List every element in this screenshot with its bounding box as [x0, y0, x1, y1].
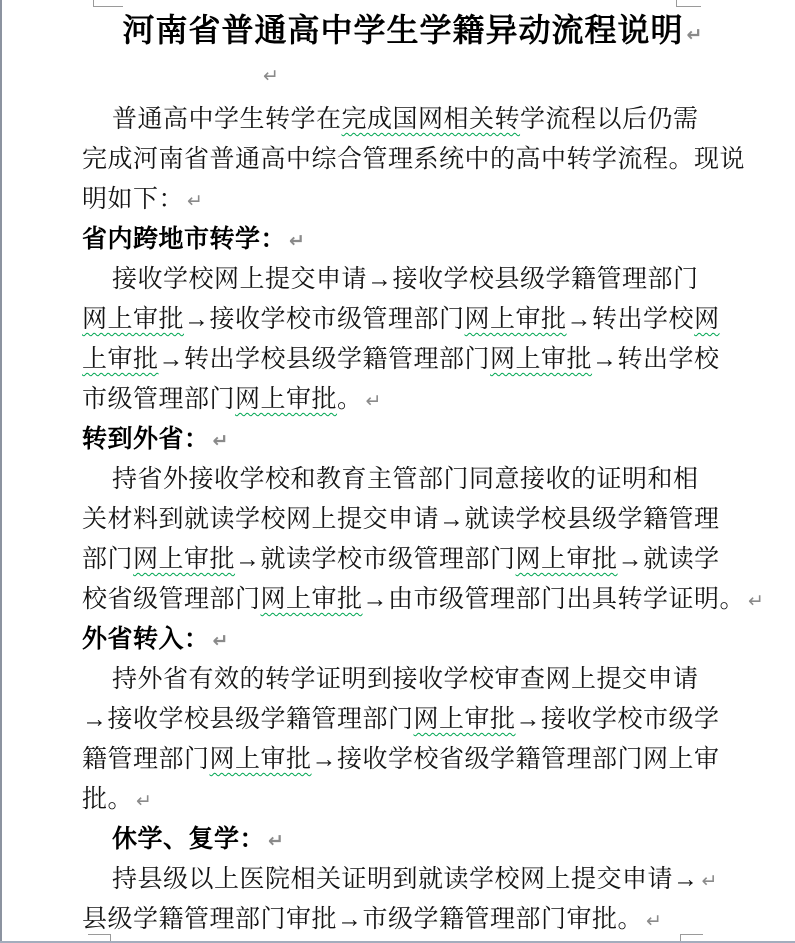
misspelled-text: 网上审批 — [515, 546, 618, 573]
heading-line[interactable] — [82, 820, 744, 860]
page-left-edge — [0, 0, 2, 943]
text-run: 持外省有效的转学证明到接收学校审查网上提交申请 — [112, 666, 699, 693]
text-run: 校省级管理部门 — [82, 586, 261, 613]
text-run: 部门 — [82, 546, 134, 573]
text-line[interactable] — [82, 260, 744, 300]
paragraph-mark: ↵ — [686, 24, 704, 46]
misspelled-text: 网 — [694, 306, 720, 333]
paragraph-mark: ↵ — [701, 870, 718, 892]
text-run: 接收学校网上提交申请→接收学校县级学籍管理部门 — [112, 266, 699, 293]
text-run: →由市级管理部门出具转学证明。 — [362, 586, 746, 613]
text-run: 持县级以上医院相关证明到就读学校网上提交申请→ — [112, 866, 699, 893]
misspelled-text: 网上审批 — [490, 346, 593, 373]
crop-mark-top-right-icon — [676, 0, 701, 7]
text-run: 市级管理部门 — [82, 386, 236, 413]
heading-line[interactable] — [82, 620, 744, 660]
crop-mark-top-left-icon — [93, 0, 123, 7]
paragraph-mark: ↵ — [646, 910, 663, 932]
empty-paragraph[interactable] — [82, 52, 744, 100]
paragraph-mark: ↵ — [268, 830, 285, 852]
text-run: →接收学校县级学籍管理部门 — [82, 706, 414, 733]
misspelled-text: 网上审批 — [82, 306, 185, 333]
text-run: 批。 — [82, 786, 134, 813]
misspelled-text: 上审批 — [82, 346, 159, 373]
paragraph-mark: ↵ — [365, 390, 382, 412]
text-run: 休学、复学： — [112, 826, 266, 853]
text-line[interactable] — [82, 140, 744, 180]
paragraph-mark: ↵ — [136, 790, 153, 812]
document-lines — [82, 100, 765, 940]
text-run: →就读学校市级管理部门 — [235, 546, 516, 573]
document-title[interactable] — [82, 8, 744, 52]
text-line[interactable] — [82, 300, 744, 340]
text-line[interactable] — [82, 180, 744, 220]
text-run: →接收学校市级管理部门 — [184, 306, 465, 333]
document-title-text: 河南省普通高中学生学籍异动流程说明 — [122, 12, 684, 48]
text-run: 关材料到就读学校网上提交申请→就读学校县级学籍管理 — [82, 506, 720, 533]
text-line[interactable] — [82, 900, 744, 940]
text-line[interactable] — [82, 460, 744, 500]
text-line[interactable] — [82, 580, 765, 620]
paragraph-mark: ↵ — [748, 590, 765, 612]
text-run: →转出学校 — [566, 306, 695, 333]
misspelled-text: 网上审批 — [413, 706, 516, 733]
text-line[interactable] — [82, 380, 744, 420]
text-run: 持省外接收学校和教育主管部门同意接收的证明和相 — [112, 466, 699, 493]
misspelled-text: 网上审批 — [133, 546, 236, 573]
text-run: →接收学校省级学籍管理部门网上审 — [311, 746, 720, 773]
text-run: →转出学校县级学籍管理部门 — [158, 346, 491, 373]
text-run: 完成河南省普通高中综合管理系统中的高中转学流程。现说 — [82, 146, 746, 173]
text-line[interactable] — [82, 540, 744, 580]
text-line[interactable] — [82, 660, 744, 700]
text-line[interactable] — [82, 740, 744, 780]
text-run: 学流程以后仍需 — [520, 106, 699, 133]
document-content — [82, 8, 765, 940]
text-run: 转到外省： — [82, 426, 210, 453]
misspelled-text: 网上审批 — [260, 586, 363, 613]
paragraph-mark: ↵ — [263, 65, 279, 87]
text-run: 明如下： — [82, 186, 185, 213]
heading-line[interactable] — [82, 220, 744, 260]
text-run: →转出学校 — [592, 346, 720, 373]
misspelled-text: 网上审批 — [235, 386, 338, 413]
text-line[interactable] — [82, 860, 744, 900]
text-run: 外省转入： — [82, 626, 210, 653]
misspelled-text: 网上审批 — [209, 746, 312, 773]
text-line[interactable] — [82, 100, 744, 140]
text-run: 籍管理部门 — [82, 746, 210, 773]
paragraph-mark: ↵ — [212, 430, 229, 452]
text-run: 省内跨地市转学： — [82, 226, 287, 253]
paragraph-mark: ↵ — [187, 190, 204, 212]
text-run: 县级学籍管理部门审批→市级学籍管理部门审批。 — [82, 906, 644, 933]
heading-line[interactable] — [82, 420, 744, 460]
text-line[interactable] — [82, 780, 744, 820]
text-run: →接收学校市级学 — [515, 706, 720, 733]
text-run: →就读学 — [617, 546, 720, 573]
text-run: 普通高中学生转学在 — [112, 106, 342, 133]
text-line[interactable] — [82, 700, 744, 740]
text-run: 。 — [337, 386, 363, 413]
misspelled-text: 完成国网相关转 — [341, 106, 521, 133]
paragraph-mark: ↵ — [212, 630, 229, 652]
text-line[interactable] — [82, 340, 744, 380]
paragraph-mark: ↵ — [289, 230, 306, 252]
text-line[interactable] — [82, 500, 744, 540]
misspelled-text: 网上审批 — [464, 306, 567, 333]
